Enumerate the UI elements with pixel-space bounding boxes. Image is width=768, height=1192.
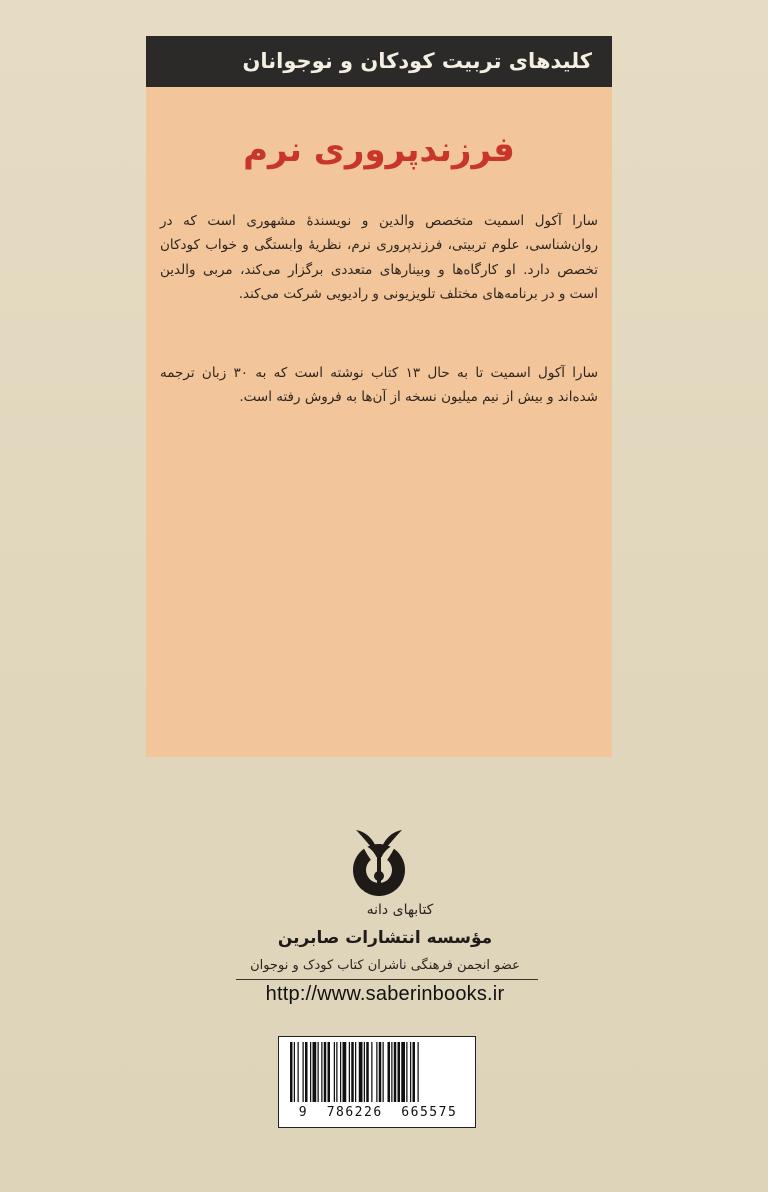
publisher-name: مؤسسه انتشارات صابرین [277, 928, 493, 948]
publisher-website: http://www.saberinbooks.ir [265, 983, 505, 1005]
book-title: فرزندپروری نرم [243, 130, 515, 170]
author-bio-paragraph: سارا آکول اسمیت متخصص والدین و نویسندۀ مشهوری است که در روان‌شناسی، علوم تربیتی، فرزندپروری نرم، نظریۀ وابستگی و خواب کودکان تخصص دارد. او کارگاه‌ها و وبینارهای متعددی برگزار می‌کند، مربی والدین است و در برنامه‌های مختلف تلویزیونی و رادیویی شرکت می‌کند. [160, 213, 598, 303]
imprint-name: کتابهای دانه [366, 902, 434, 918]
barcode-bars [290, 1042, 466, 1104]
publisher-membership: عضو انجمن فرهنگی ناشران کتاب کودک و نوجوان [250, 958, 520, 973]
barcode-digits: 9 786226 665575 [298, 1105, 458, 1120]
isbn-barcode [278, 1036, 476, 1128]
divider-line [236, 979, 538, 980]
author-books-paragraph: سارا آکول اسمیت تا به حال ۱۳ کتاب نوشته است که به ۳۰ زبان ترجمه شده‌اند و بیش از نیم میلیون نسخه از آن‌ها به فروش رفته است. [160, 365, 599, 406]
sprouting-seed-logo-icon [348, 826, 410, 902]
series-title-bar: کلیدهای تربیت کودکان و نوجوانان [146, 36, 612, 87]
blurb-panel [146, 87, 612, 757]
